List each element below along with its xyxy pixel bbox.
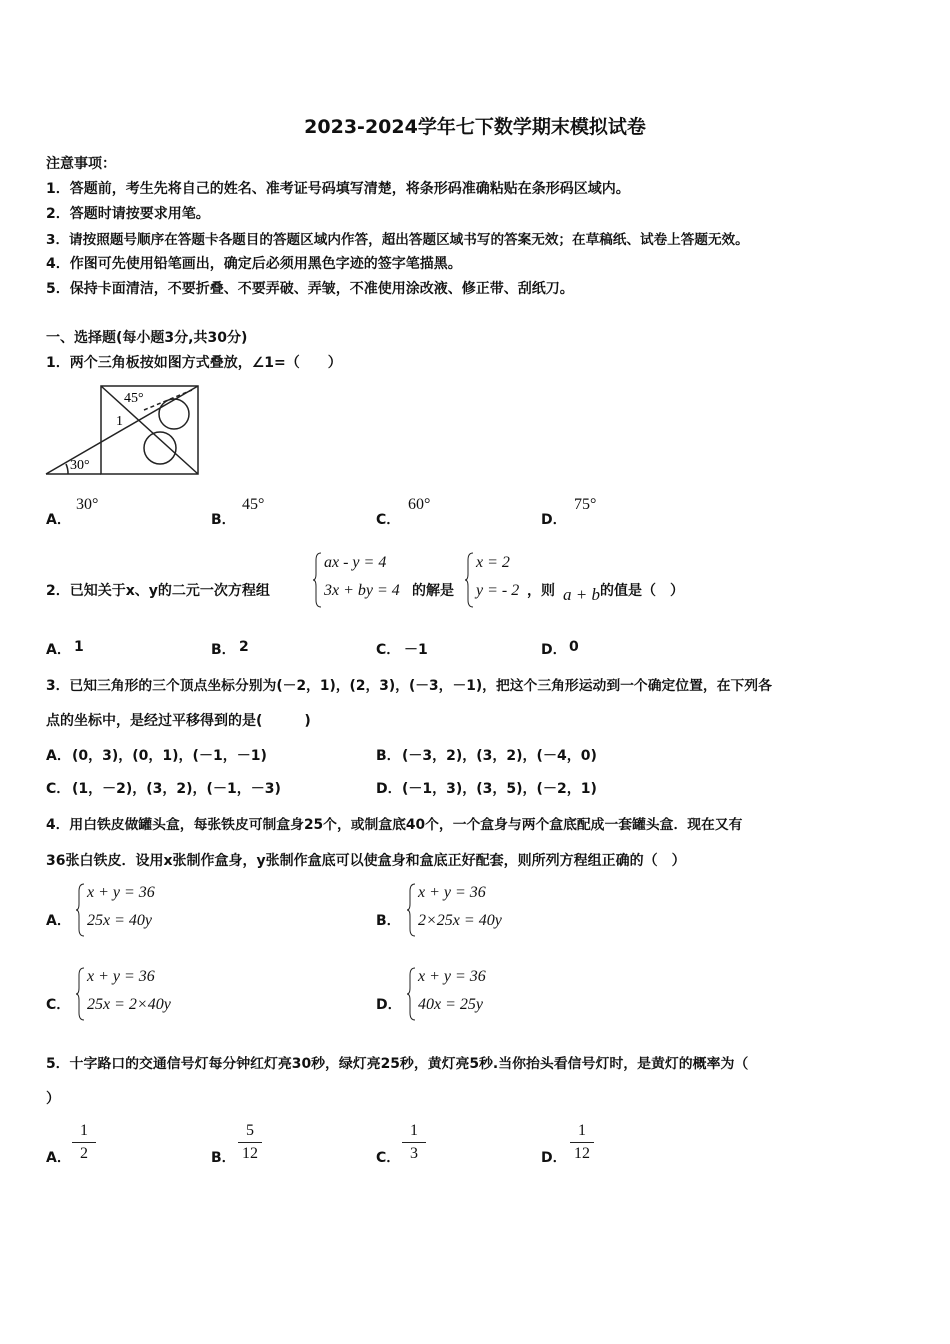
q4-b-eq-1: x + y = 36 bbox=[418, 884, 486, 901]
fraction-bar bbox=[72, 1142, 96, 1143]
q5-option-c-letter[interactable]: C． bbox=[376, 1150, 401, 1166]
q5-option-d-letter[interactable]: D． bbox=[541, 1150, 567, 1166]
q3-option-b-letter[interactable]: B． bbox=[376, 748, 401, 764]
q4-option-d-letter[interactable]: D． bbox=[376, 997, 402, 1013]
q3-option-b-value: (－3，2)，(3，2)，(－4，0) bbox=[402, 748, 597, 764]
question-3-line-1: 3．已知三角形的三个顶点坐标分别为(－2，1)，(2，3)，(－3，－1)，把这个三角形运动到一个确定位置，在下列各 bbox=[46, 678, 772, 694]
q5-option-a-letter[interactable]: A． bbox=[46, 1150, 71, 1166]
q1-option-c-value: 60° bbox=[408, 496, 431, 513]
q4-b-brace bbox=[407, 883, 417, 937]
q1-option-a-letter[interactable]: A． bbox=[46, 512, 71, 528]
q1-option-b-letter[interactable]: B． bbox=[211, 512, 236, 528]
expression-a-plus-b: a + b bbox=[563, 585, 600, 604]
figure-angle-30: 30° bbox=[70, 458, 90, 473]
q2-option-a-value: 1 bbox=[74, 639, 84, 655]
solution-eq-1: x = 2 bbox=[476, 554, 510, 571]
figure-angle-1: 1 bbox=[116, 414, 123, 429]
q4-option-a-letter[interactable]: A． bbox=[46, 913, 71, 929]
question-5-line-2: ） bbox=[46, 1091, 60, 1107]
q4-c-brace bbox=[76, 967, 86, 1021]
q1-option-d-value: 75° bbox=[574, 496, 597, 513]
fraction-denominator: 2 bbox=[80, 1145, 88, 1162]
figure-angle-arc bbox=[66, 464, 68, 474]
notice-item: 5．保持卡面清洁，不要折叠、不要弄破、弄皱，不准使用涂改液、修正带、刮纸刀。 bbox=[46, 281, 574, 297]
fraction-denominator: 12 bbox=[242, 1145, 258, 1162]
q2-option-d-letter[interactable]: D． bbox=[541, 642, 567, 658]
q1-option-d-letter[interactable]: D． bbox=[541, 512, 567, 528]
system-eq-1: ax - y = 4 bbox=[324, 554, 387, 571]
q4-option-b-letter[interactable]: B． bbox=[376, 913, 401, 929]
q5-option-c-fraction bbox=[402, 1122, 426, 1163]
fraction-bar bbox=[402, 1142, 426, 1143]
q4-a-eq-2: 25x = 40y bbox=[87, 912, 152, 929]
figure-angle-45: 45° bbox=[124, 391, 144, 406]
question-3-line-2: 点的坐标中，是经过平移得到的是( ) bbox=[46, 713, 311, 729]
question-1-stem: 1．两个三角板按如图方式叠放，∠1=（ ） bbox=[46, 355, 342, 371]
question-2-stem-b: 的解是 bbox=[412, 583, 454, 599]
q2-option-b-letter[interactable]: B． bbox=[211, 642, 236, 658]
question-4-line-2: 36张白铁皮．设用x张制作盒身，y张制作盒底可以使盒身和盒底正好配套，则所列方程组正确的（ ） bbox=[46, 853, 686, 869]
q2-option-c-letter[interactable]: C． bbox=[376, 642, 401, 658]
q4-c-eq-2: 25x = 2×40y bbox=[87, 996, 171, 1013]
q5-option-a-fraction bbox=[72, 1122, 96, 1163]
q4-d-eq-1: x + y = 36 bbox=[418, 968, 486, 985]
fraction-numerator: 1 bbox=[410, 1122, 418, 1139]
q4-d-brace bbox=[407, 967, 417, 1021]
q3-option-a-value: (0，3)，(0，1)，(－1，－1) bbox=[72, 748, 267, 764]
q2-option-d-value: 0 bbox=[569, 639, 579, 655]
q4-c-eq-1: x + y = 36 bbox=[87, 968, 155, 985]
q3-option-c-value: (1，－2)，(3，2)，(－1，－3) bbox=[72, 781, 281, 797]
q4-a-brace bbox=[76, 883, 86, 937]
notice-item: 4．作图可先使用铅笔画出，确定后必须用黑色字迹的签字笔描黑。 bbox=[46, 256, 462, 272]
page-title: 2023-2024学年七下数学期末模拟试卷 bbox=[304, 116, 646, 138]
fraction-numerator: 1 bbox=[80, 1122, 88, 1139]
q3-option-c-letter[interactable]: C． bbox=[46, 781, 71, 797]
figure-circle-bottom bbox=[144, 432, 176, 464]
fraction-numerator: 1 bbox=[578, 1122, 586, 1139]
question-2-stem-d: 的值是（ ） bbox=[600, 583, 684, 599]
q1-option-c-letter[interactable]: C． bbox=[376, 512, 401, 528]
q2-option-c-value: －1 bbox=[404, 642, 428, 658]
q1-option-a-value: 30° bbox=[76, 496, 99, 513]
q3-option-a-letter[interactable]: A． bbox=[46, 748, 71, 764]
q2-option-a-letter[interactable]: A． bbox=[46, 642, 71, 658]
q3-option-d-letter[interactable]: D． bbox=[376, 781, 402, 797]
q4-b-eq-2: 2×25x = 40y bbox=[418, 912, 502, 929]
triangle-figure bbox=[44, 380, 204, 480]
q3-option-d-value: (－1，3)，(3，5)，(－2，1) bbox=[402, 781, 597, 797]
q5-option-d-fraction bbox=[570, 1122, 594, 1163]
q2-option-b-value: 2 bbox=[239, 639, 249, 655]
q4-d-eq-2: 40x = 25y bbox=[418, 996, 483, 1013]
solution-brace bbox=[465, 552, 475, 608]
question-4-line-1: 4．用白铁皮做罐头盒，每张铁皮可制盒身25个，或制盒底40个，一个盒身与两个盒底配成一套罐头盒．现在又有 bbox=[46, 817, 743, 833]
notice-item: 1．答题前，考生先将自己的姓名、准考证号码填写清楚，将条形码准确粘贴在条形码区域内。 bbox=[46, 181, 630, 197]
system-brace bbox=[313, 552, 323, 608]
question-2-stem-c: ，则 bbox=[527, 583, 555, 599]
q4-option-c-letter[interactable]: C． bbox=[46, 997, 71, 1013]
fraction-bar bbox=[570, 1142, 594, 1143]
notice-item: 2．答题时请按要求用笔。 bbox=[46, 206, 210, 222]
q4-a-eq-1: x + y = 36 bbox=[87, 884, 155, 901]
figure-circle-top bbox=[159, 399, 189, 429]
system-eq-2: 3x + by = 4 bbox=[324, 582, 400, 599]
notice-heading: 注意事项： bbox=[46, 156, 116, 172]
fraction-bar bbox=[238, 1142, 262, 1143]
q5-option-b-letter[interactable]: B． bbox=[211, 1150, 236, 1166]
q5-option-b-fraction bbox=[238, 1122, 262, 1163]
solution-eq-2: y = - 2 bbox=[476, 582, 520, 599]
q1-option-b-value: 45° bbox=[242, 496, 265, 513]
section-heading: 一、选择题(每小题3分,共30分) bbox=[46, 330, 248, 346]
question-2-stem-a: 2．已知关于x、y的二元一次方程组 bbox=[46, 583, 270, 599]
notice-item: 3．请按照题号顺序在答题卡各题目的答题区域内作答，超出答题区域书写的答案无效；在草稿纸、试卷上答题无效。 bbox=[46, 232, 749, 248]
fraction-denominator: 12 bbox=[574, 1145, 590, 1162]
fraction-denominator: 3 bbox=[410, 1145, 418, 1162]
question-5-line-1: 5．十字路口的交通信号灯每分钟红灯亮30秒，绿灯亮25秒，黄灯亮5秒.当你抬头看信号灯时，是黄灯的概率为（ bbox=[46, 1056, 749, 1072]
fraction-numerator: 5 bbox=[246, 1122, 254, 1139]
